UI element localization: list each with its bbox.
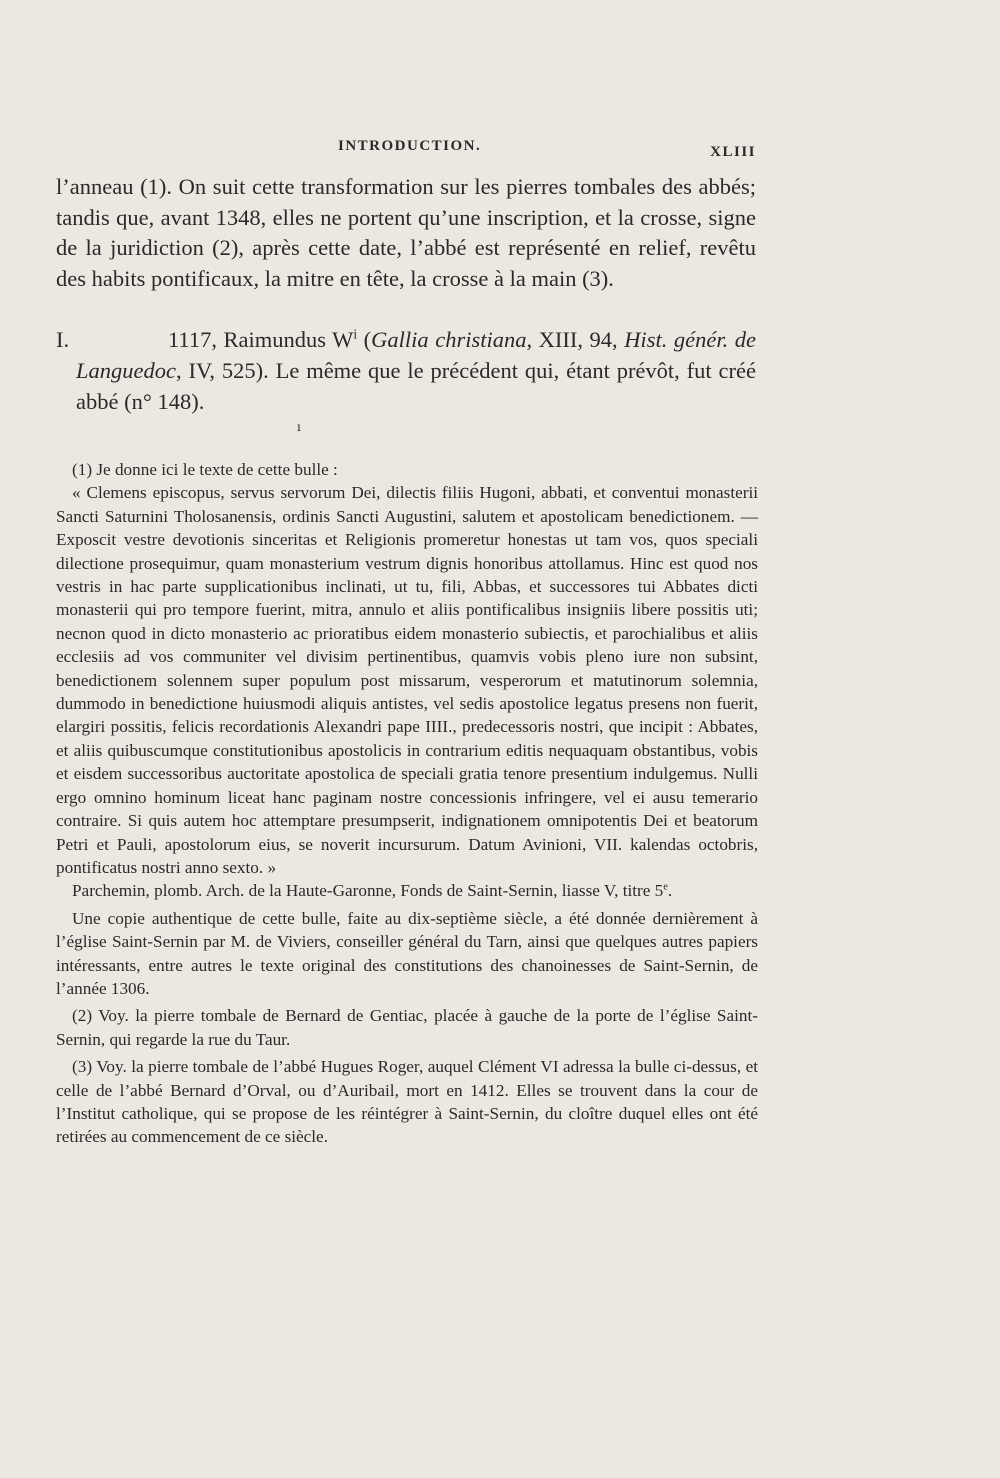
footnote-1-source <box>56 879 758 902</box>
footnote-1-source-text: Parchemin, plomb. Arch. de la Haute-Garonne, Fonds de Saint-Sernin, liasse V, titre 5 <box>72 881 664 901</box>
entry-ref-hist: Hist. génér. de Languedoc <box>76 327 756 383</box>
entry-ref-end: , IV, 525). Le même que le précédent qui, étant prévôt, fut créé abbé (n° 148). <box>76 358 756 414</box>
running-head <box>56 136 756 162</box>
entry-number: I. <box>56 327 70 352</box>
entry-ref-mid: , XIII, 94, <box>526 327 625 352</box>
stray-mark: ı <box>297 420 301 434</box>
footnote-2: (2) Voy. la pierre tombale de Bernard de Gentiac, placée à gauche de la porte de l’église Saint-Sernin, qui regarde la rue du Taur. <box>56 1006 758 1049</box>
footnote-1-copy: Une copie authentique de cette bulle, faite au dix-septième siècle, a été donnée dernièrement à l’église Saint-Sernin par M. de Viviers, conseiller général du Tarn, ainsi que quelques autres papiers intéressants, entre autres le texte original des constitutions des chanoinesses de Saint-Sernin, de l’année 1306. <box>56 908 758 998</box>
body-paragraph: l’anneau (1). On suit cette transformation sur les pierres tombales des abbés; tandis que, avant 1348, elles ne portent qu’une inscription, et la crosse, signe de la juridiction (2), après cette date, l’abbé est représenté en relief, revêtu des habits pontificaux, la mitre en tête, la crosse à la main (3). <box>56 174 756 291</box>
footnote-1-source-end: . <box>667 881 673 901</box>
footnote-1-bull-text: « Clemens episcopus, servus servorum Dei, dilectis filiis Hugoni, abbati, et conventui monasterii Sancti Saturnini Tholosanensis, ordinis Sancti Augustini, salutem et apostolicam benedictionem. — Exposcit vestre devotionis sinceritas et Religionis promeretur honestas ut tam vos, quos speciali dilectione prosequimur, quam monasterium vestrum dignis honoribus attollamus. Hinc est quod nos vestris in hac parte supplicationibus inclinati, ut tu, fili, Abbas, et successores tui Abbates dicti monasterii qui pro tempore fuerint, mitra, annulo et aliis pontificalibus insigniis libere possitis uti; necnon quod in dicto monasterio ac prioratibus eidem monasterio subiectis, et parochialibus et aliis ecclesiis ad vos communiter vel divisim pertinentibus, quamvis vobis pleno iure non subsint, benedictionem solennem super populum post missarum, vesperorum et matutinorum solemnia, dummodo in benedictione huiusmodi aliquis antistes, vel sedis apostolice legatus presens non fuerit, elargiri possitis, felicis recordationis Alexandri pape IIII., predecessoris nostri, que incipit : Abbates, et aliis quibuscumque constitutionibus apostolicis in contrarium editis nequaquam obstantibus, vobis et eisdem successoribus auctoritate apostolica de speciali gratia tenore presentium indulgemus. Nulli ergo omnino hominum liceat hanc paginam nostre concessionis infringere, vel ei ausu temerario contraire. Si quis autem hoc attemptare presumpserit, indignationem omnipotentis Dei et beatorum Petri et Pauli, apostolorum eius, se noverit incursurum. Datum Avinioni, VII. kalendas octobris, pontificatus nostri anno sexto. » <box>56 483 758 877</box>
entry-year-name: 1117, Raimundus W <box>168 327 354 352</box>
footnote-1-source-sup: e <box>663 881 668 893</box>
running-title: INTRODUCTION. <box>338 138 482 154</box>
entry-ref-open: ( <box>357 327 372 352</box>
footnote-1-intro: (1) Je donne ici le texte de cette bulle : <box>72 460 338 479</box>
footnote-3: (3) Voy. la pierre tombale de l’abbé Hugues Roger, auquel Clément VI adressa la bulle ci-dessus, et celle de l’abbé Bernard d’Orval, ou d’Auribail, mort en 1412. Elles se trouvent dans la cour de l’Institut catholique, qui se propose de les réintégrer à Saint-Sernin, du cloître duquel elles ont été retirées au commencement de ce siècle. <box>56 1057 758 1147</box>
entry-ref-gallia: Gallia christiana <box>371 327 527 352</box>
entry-sup: i <box>353 326 358 342</box>
entry-text <box>76 324 756 417</box>
page-number: XLIII <box>710 144 756 160</box>
abbot-entry <box>56 324 756 417</box>
footnotes <box>56 458 758 1149</box>
